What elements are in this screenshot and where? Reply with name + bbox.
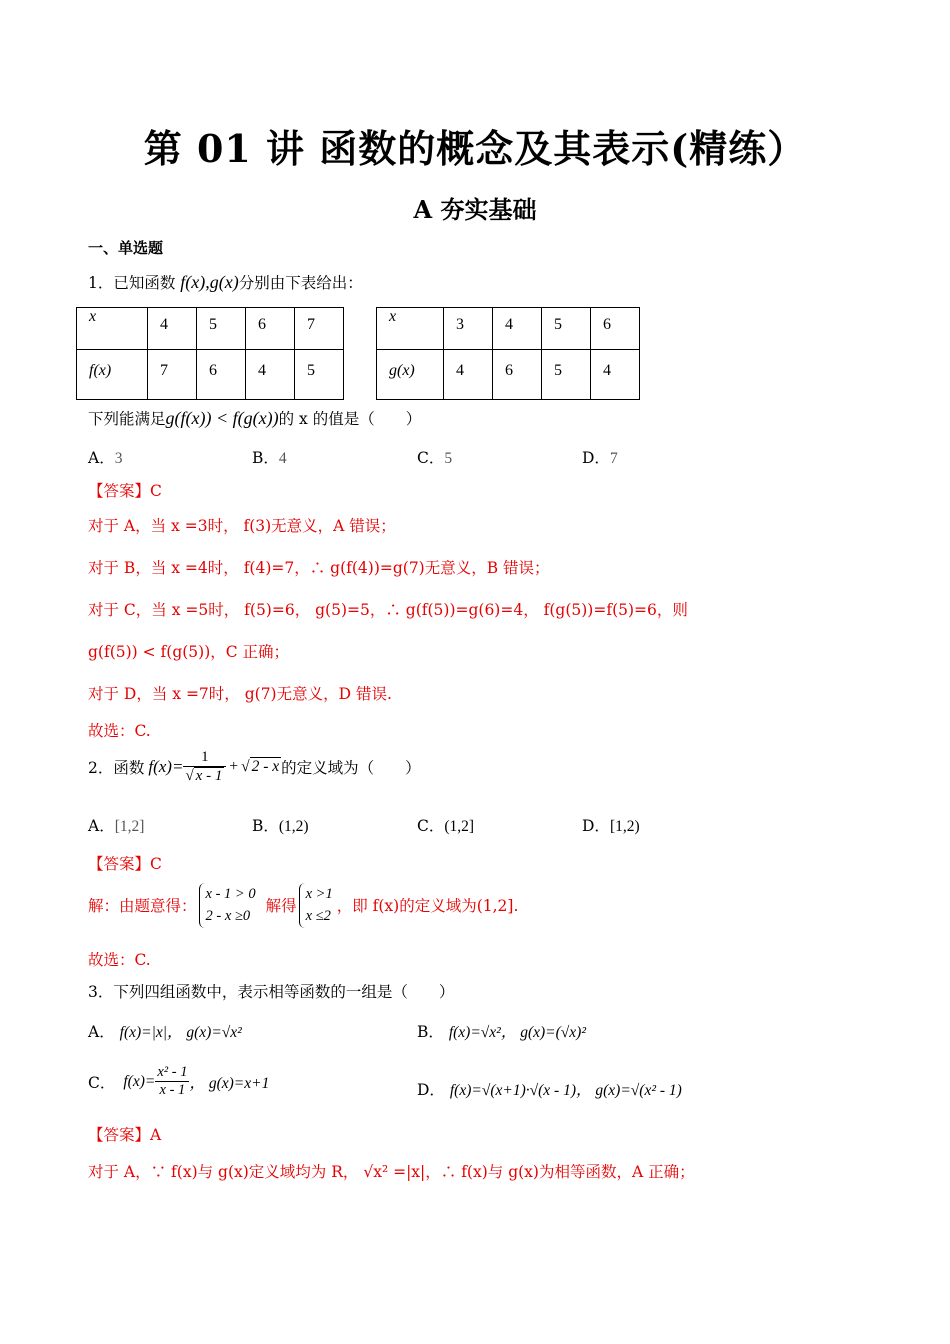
option-key: C． bbox=[417, 817, 445, 835]
q1-conclusion: 故选：C. bbox=[88, 722, 151, 740]
option-key: D． bbox=[417, 1081, 445, 1099]
q2-conclusion: 故选：C. bbox=[88, 951, 151, 969]
q2-system-1 bbox=[199, 883, 256, 928]
option-value: f(x)=√x²， g(x)=(√x)² bbox=[448, 1024, 586, 1041]
q2-solution bbox=[88, 883, 518, 928]
q2-stem bbox=[88, 748, 421, 785]
option-value: (1,2] bbox=[444, 818, 475, 835]
q2-stem-post: 的定义域为（ ） bbox=[281, 758, 421, 777]
q1-cond-post: 的 x 的值是（ ） bbox=[278, 410, 422, 428]
q2-sol-post: ，即 f(x)的定义域为(1,2]. bbox=[336, 897, 519, 916]
table-cell: 4 bbox=[591, 350, 640, 400]
option-key: A． bbox=[88, 817, 115, 835]
q2-sol-mid: 解得 bbox=[265, 897, 297, 916]
sqrt-body: x - 1 bbox=[195, 768, 223, 784]
q1-stem-math: f(x),g(x) bbox=[180, 272, 239, 292]
q2-system-2 bbox=[299, 883, 333, 928]
table-cell: 5 bbox=[197, 308, 246, 350]
option-value: 3 bbox=[114, 450, 123, 467]
q3-option-d bbox=[417, 1078, 682, 1100]
table-cell: 4 bbox=[493, 308, 542, 350]
fraction-numerator: 1 bbox=[183, 748, 226, 767]
fraction-denominator: √ x - 1 bbox=[185, 768, 223, 784]
q2-sqrt: √ 2 - x bbox=[241, 757, 280, 775]
option-value: 4 bbox=[278, 450, 287, 467]
option-key: C． bbox=[417, 449, 445, 467]
table-g bbox=[376, 307, 640, 400]
table-f-header: x bbox=[77, 308, 148, 350]
q2-stem-pre: 2．函数 bbox=[88, 758, 145, 777]
table-cell: 7 bbox=[148, 350, 197, 400]
option-value: [1,2] bbox=[114, 818, 145, 835]
option-value: (1,2) bbox=[278, 818, 309, 835]
q2-f-lhs: f(x)= bbox=[148, 756, 184, 776]
q3-stem: 3．下列四组函数中，表示相等函数的一组是（ ） bbox=[88, 983, 455, 1001]
option-rest: ， g(x)=x+1 bbox=[189, 1074, 270, 1092]
table-cell: 6 bbox=[197, 350, 246, 400]
page-title: 第 01 讲 函数的概念及其表示(精练） bbox=[143, 126, 807, 171]
table-g-header: x bbox=[377, 308, 444, 350]
table-f bbox=[76, 307, 344, 400]
option-value: [1,2) bbox=[609, 818, 640, 835]
option-key: A． bbox=[88, 1023, 115, 1041]
option-key: C． bbox=[88, 1073, 116, 1092]
table-cell: 7 bbox=[295, 308, 344, 350]
option-key: A． bbox=[88, 449, 115, 467]
system-row: x >1 bbox=[305, 886, 333, 902]
q1-option-a bbox=[88, 446, 122, 468]
q1-solution-c1: 对于 C，当 x =5时， f(5)=6， g(5)=5，∴ g(f(5))=g(6)=4， f(g(5))=f(5)=6，则 bbox=[88, 601, 688, 619]
q3-option-c bbox=[88, 1064, 269, 1100]
sqrt-body: 2 - x bbox=[251, 757, 280, 775]
fraction-denominator: x - 1 bbox=[159, 1082, 186, 1099]
option-key: B． bbox=[252, 817, 279, 835]
q3-answer: 【答案】A bbox=[88, 1126, 162, 1144]
q1-stem-pre: 1．已知函数 bbox=[88, 274, 181, 292]
q3-option-b bbox=[417, 1020, 586, 1042]
q1-stem-post: 分别由下表给出： bbox=[238, 274, 363, 292]
table-f-label: f(x) bbox=[77, 350, 148, 400]
q1-condition bbox=[88, 407, 421, 429]
section-subtitle: A 夯实基础 bbox=[413, 195, 537, 224]
option-value: f(x)=|x|， g(x)=√x² bbox=[119, 1024, 242, 1041]
table-cell: 3 bbox=[444, 308, 493, 350]
q1-option-c bbox=[417, 446, 452, 468]
option-value: 5 bbox=[444, 450, 453, 467]
q1-solution-d: 对于 D，当 x =7时， g(7)无意义，D 错误. bbox=[88, 685, 392, 703]
option-lhs: f(x)= bbox=[123, 1072, 156, 1090]
system-row: 2 - x ≥0 bbox=[205, 908, 251, 925]
q3-solution-a: 对于 A，∵ f(x)与 g(x)定义域均为 R， √x² =|x|，∴ f(x)与 g(x)为相等函数，A 正确； bbox=[88, 1163, 695, 1181]
plus-sign: + bbox=[229, 757, 239, 775]
table-cell: 5 bbox=[542, 308, 591, 350]
table-cell: 4 bbox=[444, 350, 493, 400]
table-cell: 5 bbox=[295, 350, 344, 400]
q1-solution-c2: g(f(5)) < f(g(5))，C 正确； bbox=[88, 643, 290, 661]
q2-option-b bbox=[252, 814, 309, 836]
q2-option-a bbox=[88, 814, 144, 836]
q1-solution-b: 对于 B，当 x =4时， f(4)=7，∴ g(f(4))=g(7)无意义，B 错误； bbox=[88, 559, 550, 577]
table-cell: 6 bbox=[493, 350, 542, 400]
q1-solution-a: 对于 A，当 x =3时， f(3)无意义，A 错误； bbox=[88, 517, 396, 535]
q1-answer: 【答案】C bbox=[88, 482, 162, 500]
table-cell: 4 bbox=[148, 308, 197, 350]
q2-option-d bbox=[582, 814, 640, 836]
q2-option-c bbox=[417, 814, 474, 836]
option-key: D． bbox=[582, 449, 610, 467]
option-key: D． bbox=[582, 817, 610, 835]
q1-cond-pre: 下列能满足 bbox=[88, 410, 166, 428]
system-row: x ≤2 bbox=[305, 908, 331, 925]
q2-fraction bbox=[183, 748, 226, 785]
q1-stem bbox=[88, 271, 363, 293]
option-value: 7 bbox=[609, 450, 618, 467]
fraction-numerator: x² - 1 bbox=[155, 1064, 189, 1082]
q2-answer: 【答案】C bbox=[88, 855, 162, 873]
q1-option-d bbox=[582, 446, 618, 468]
table-cell: 5 bbox=[542, 350, 591, 400]
table-cell: 6 bbox=[591, 308, 640, 350]
q1-option-b bbox=[252, 446, 287, 468]
q1-cond-math: g(f(x)) < f(g(x)) bbox=[165, 408, 279, 428]
option-key: B． bbox=[417, 1023, 444, 1041]
system-row: x - 1 > 0 bbox=[205, 886, 256, 902]
q3-option-a bbox=[88, 1020, 242, 1042]
table-cell: 4 bbox=[246, 350, 295, 400]
option-key: B． bbox=[252, 449, 279, 467]
q3-c-fraction bbox=[155, 1064, 189, 1100]
table-cell: 6 bbox=[246, 308, 295, 350]
section-heading: 一、单选题 bbox=[88, 239, 164, 257]
table-g-label: g(x) bbox=[377, 350, 444, 400]
q2-sol-pre: 解：由题意得： bbox=[88, 897, 197, 916]
option-value: f(x)=√(x+1)·√(x - 1)， g(x)=√(x² - 1) bbox=[449, 1082, 682, 1099]
